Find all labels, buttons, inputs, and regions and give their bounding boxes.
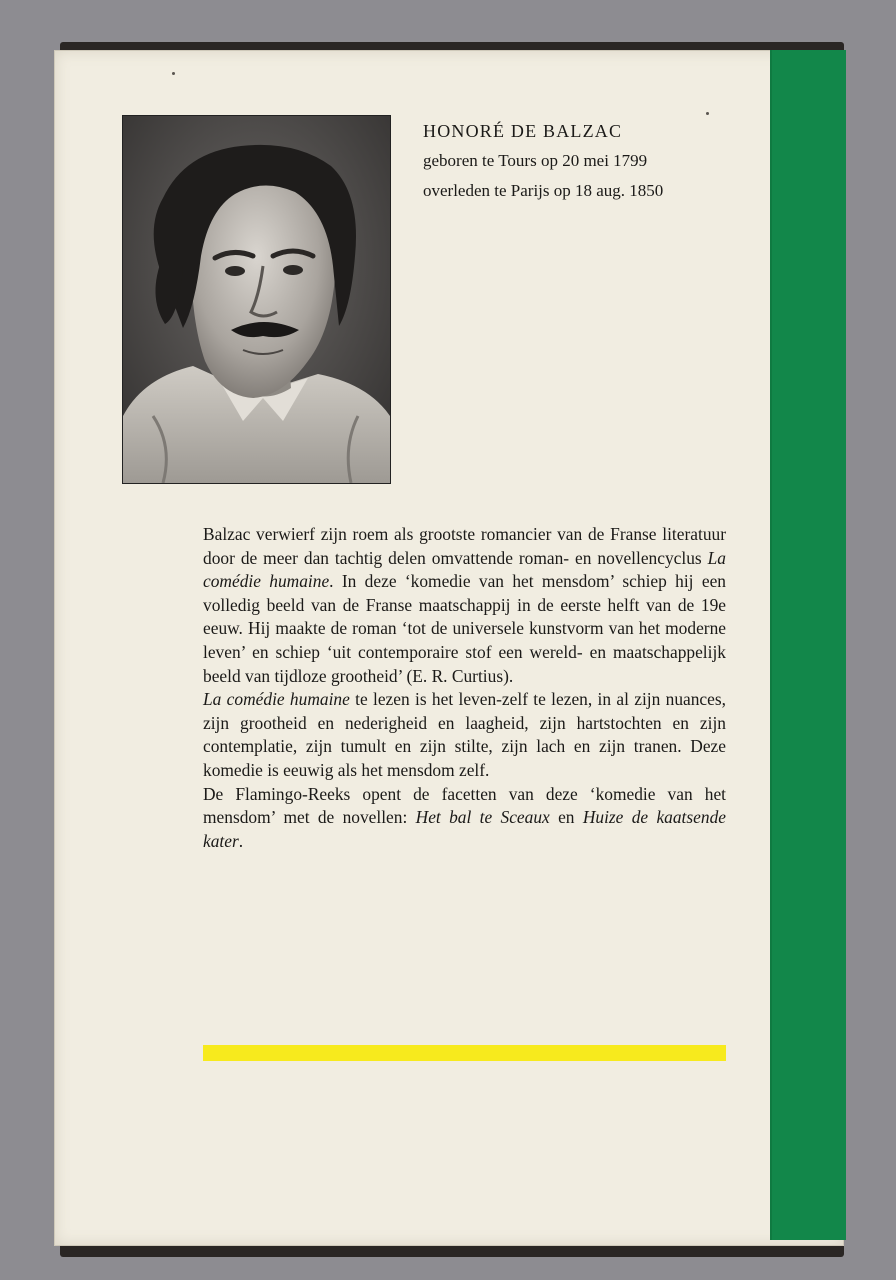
blurb-paragraph-2 [203,688,726,782]
green-spine-stripe [770,50,846,1240]
yellow-accent-bar [203,1045,726,1061]
blurb-text-run: te lezen is het leven-zelf te lezen, in al zijn nuances, zijn grootheid en nederigheid en laagheid, zijn hartstochten en zijn contemplatie, zijn tumult en zijn stilte, zijn lach en zijn tranen. Deze komedie is eeuwig als het mensdom zelf. [203,689,726,780]
work-title: La comédie humaine [203,689,350,710]
blurb-text [203,523,726,853]
blurb-text-run: . In deze ‘komedie van het mensdom’ schiep hij een volledig beeld van de Franse maatschappij in de eerste helft van de 19e eeuw. Hij maakte de roman ‘tot de universele kunstvorm van het moderne leven’ en schiep ‘uit contemporaire stof een wereld- en maatschappelijk beeld van tijdloze grootheid’ (E. R. Curtius). [203,571,726,686]
work-title: La comédie humaine [203,547,726,592]
author-portrait [122,115,391,484]
blurb-text-run: Balzac verwierf zijn roem als grootste romancier van de Franse literatuur door de meer dan tachtig delen omvattende roman- en novellencyclus [203,524,726,568]
author-info [423,116,753,206]
blurb-text-run: De Flamingo-Reeks opent de facetten van deze ‘komedie van het mensdom’ met de novellen: [203,783,726,828]
blurb-paragraph-3 [203,783,726,854]
work-title: Het bal te Sceaux [415,807,550,828]
author-birth: geboren te Tours op 20 mei 1799 [423,151,648,170]
blurb-text-run: en [549,807,583,828]
paper-speck [172,72,175,75]
blurb-paragraph-1 [203,523,726,688]
paper-speck [706,112,709,115]
work-title: Huize de kaatsende kater [203,807,726,851]
author-name: HONORÉ DE BALZAC [423,121,623,141]
author-death: overleden te Parijs op 18 aug. 1850 [423,181,664,200]
balzac-portrait-icon [123,116,390,483]
blurb-text-run: . [238,830,244,851]
